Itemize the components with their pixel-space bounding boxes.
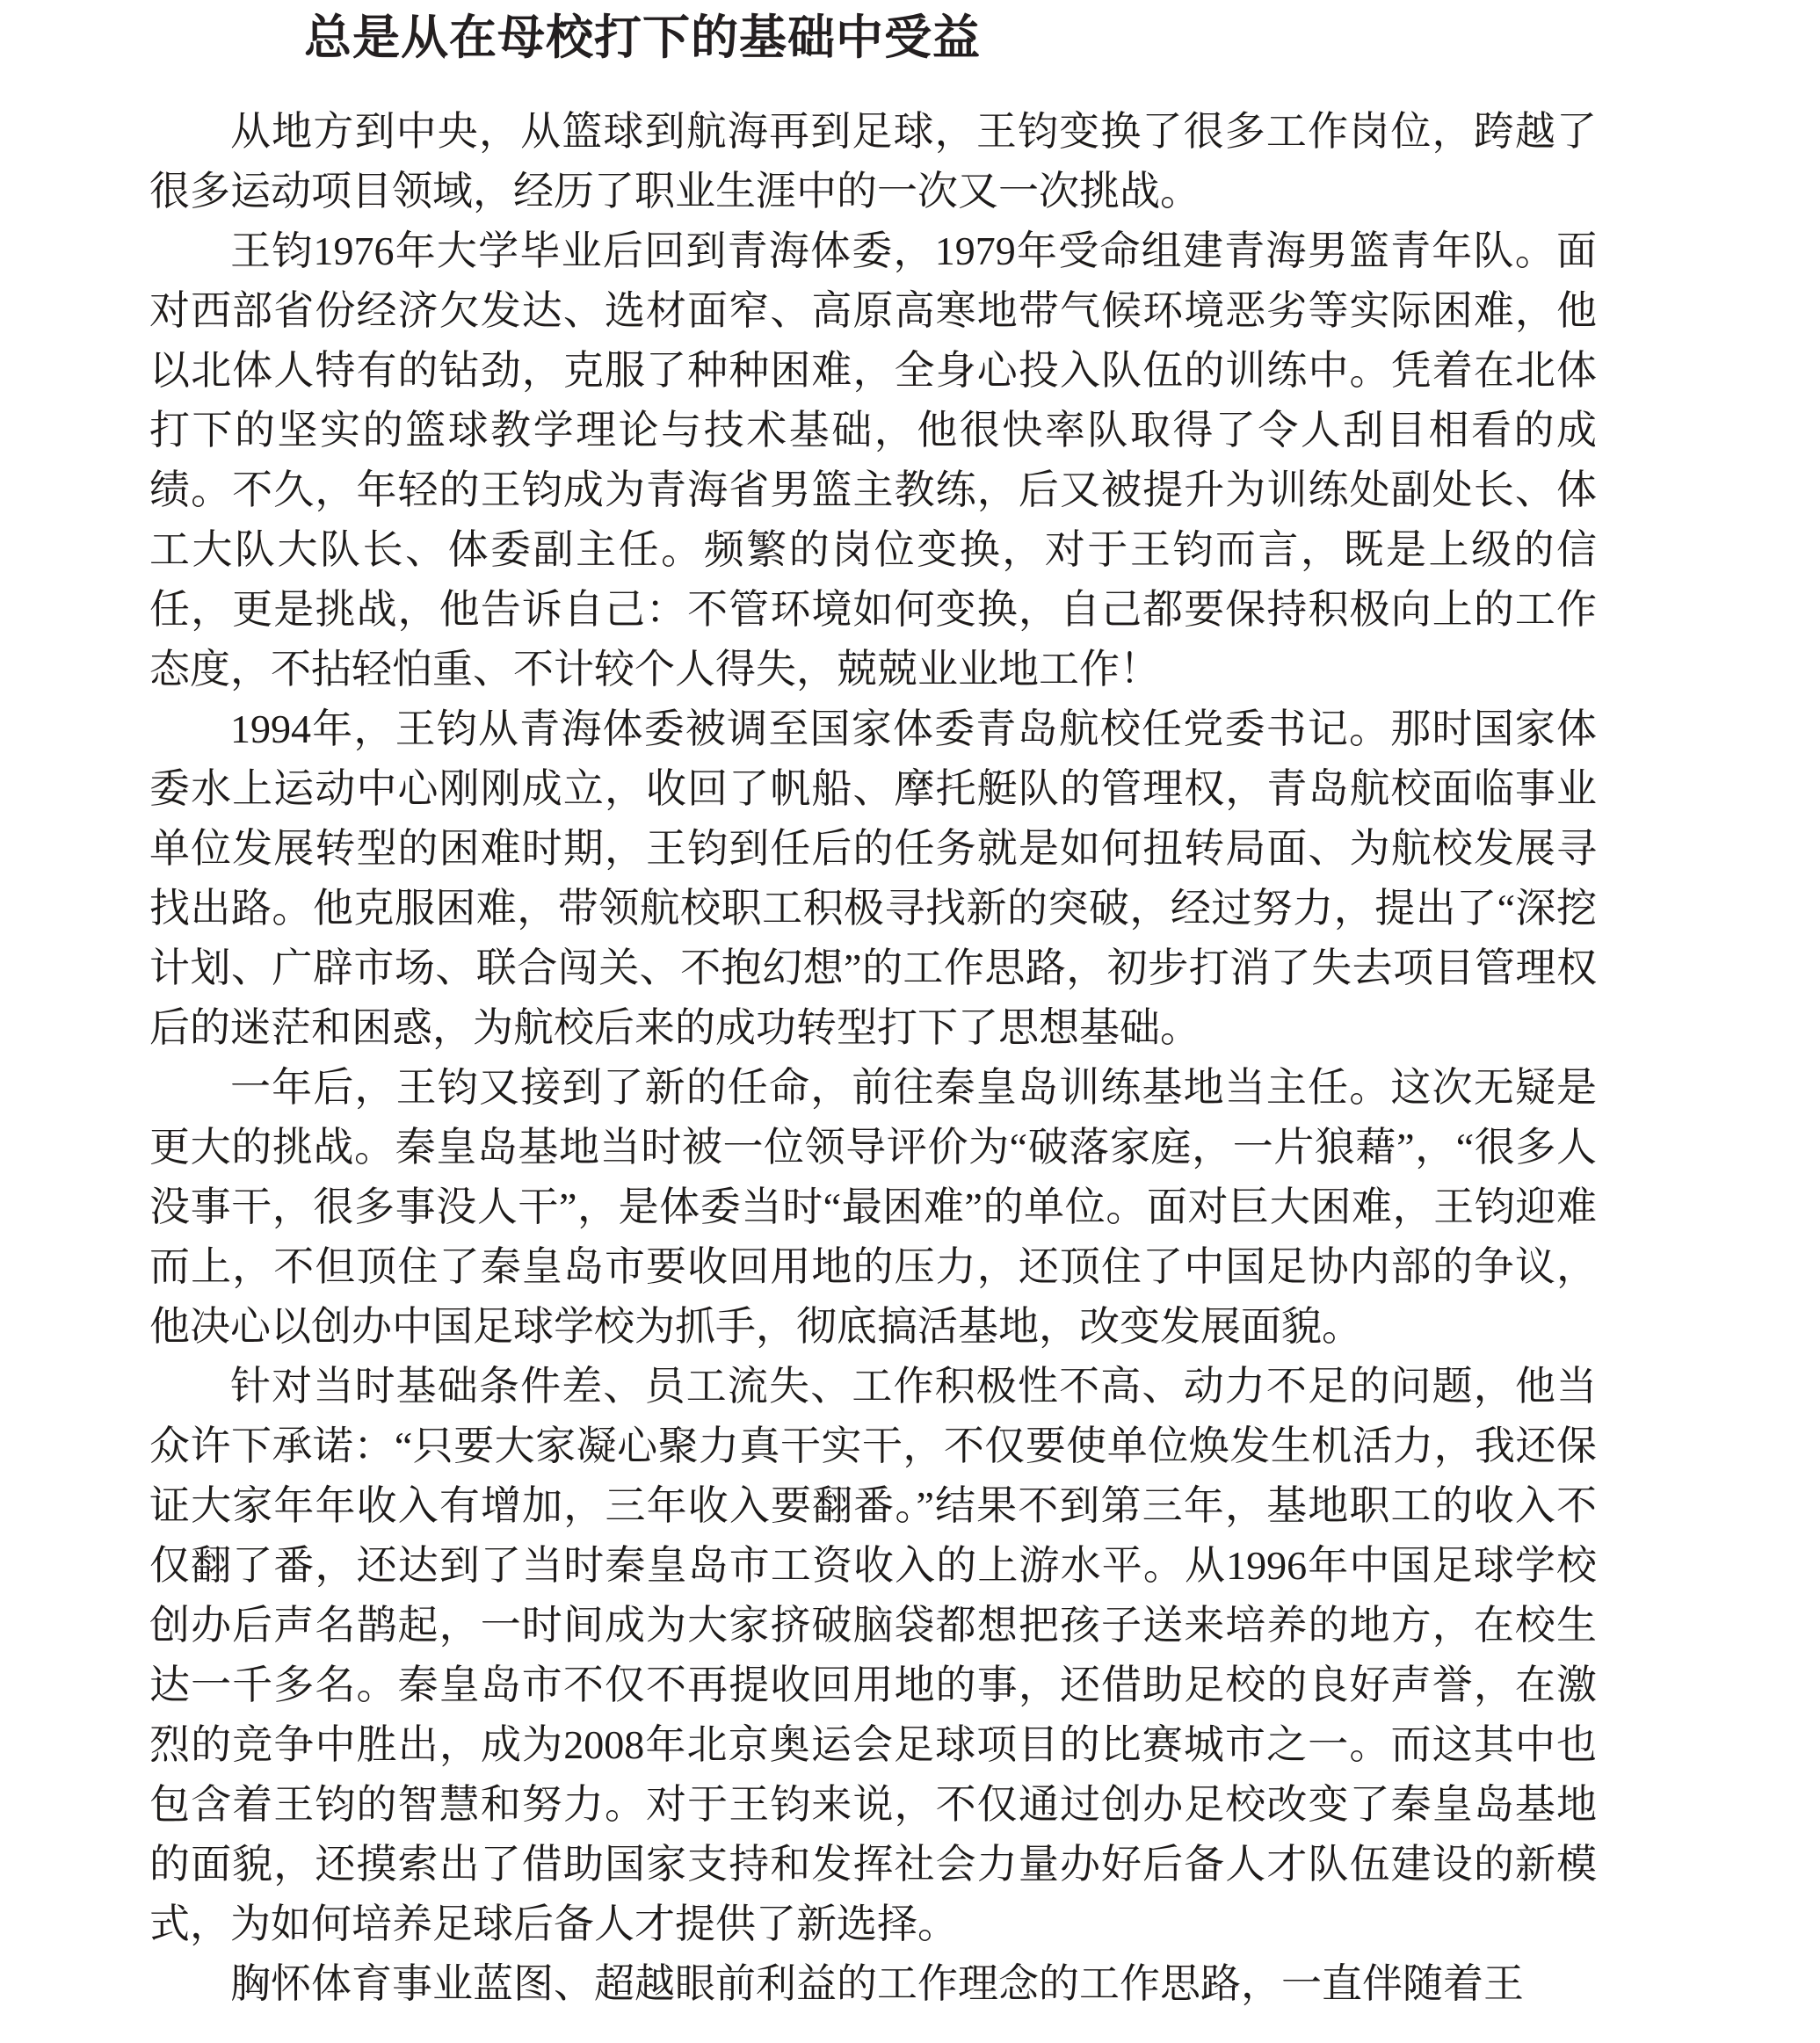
page-title: 总是从在母校打下的基础中受益 xyxy=(304,11,981,64)
paragraph-4: 一年后，王钧又接到了新的任命，前往秦皇岛训练基地当主任。这次无疑是更大的挑战。秦皇岛基地当时被一位领导评价为“破落家庭，一片狼藉”，“很多人没事干，很多事没人干”，是体委当时“最困难”的单位。面对巨大困难，王钧迎难而上，不但顶住了秦皇岛市要收回用地的压力，还顶住了中国足协内部的争议，他决心以创办中国足球学校为抓手，彻底搞活基地，改变发展面貌。 xyxy=(149,1065,1597,1349)
paragraph-3: 1994年，王钧从青海体委被调至国家体委青岛航校任党委书记。那时国家体委水上运动中心刚刚成立，收回了帆船、摩托艇队的管理权，青岛航校面临事业单位发展转型的困难时期，王钧到任后的任务就是如何扭转局面、为航校发展寻找出路。他克服困难，带领航校职工积极寻找新的突破，经过努力，提出了“深挖计划、广辟市场、联合闯关、不抱幻想”的工作思路，初步打消了失去项目管理权后的迷茫和困惑，为航校后来的成功转型打下了思想基础。 xyxy=(149,706,1597,1050)
document-body xyxy=(149,102,1597,2014)
paragraph-5: 针对当时基础条件差、员工流失、工作积极性不高、动力不足的问题，他当众许下承诺：“只要大家凝心聚力真干实干，不仅要使单位焕发生机活力，我还保证大家年年收入有增加，三年收入要翻番。”结果不到第三年，基地职工的收入不仅翻了番，还达到了当时秦皇岛市工资收入的上游水平。从1996年中国足球学校创办后声名鹊起，一时间成为大家挤破脑袋都想把孩子送来培养的地方，在校生达一千多名。秦皇岛市不仅不再提收回用地的事，还借助足校的良好声誉，在激烈的竞争中胜出，成为2008年北京奥运会足球项目的比赛城市之一。而这其中也包含着王钧的智慧和努力。对于王钧来说，不仅通过创办足校改变了秦皇岛基地的面貌，还摸索出了借助国家支持和发挥社会力量办好后备人才队伍建设的新模式，为如何培养足球后备人才提供了新选择。 xyxy=(149,1364,1597,1946)
paragraph-6: 胸怀体育事业蓝图、超越眼前利益的工作理念的工作思路，一直伴随着王 xyxy=(230,1961,1524,2006)
paragraph-2: 王钧1976年大学毕业后回到青海体委，1979年受命组建青海男篮青年队。面对西部省份经济欠发达、选材面窄、高原高寒地带气候环境恶劣等实际困难，他以北体人特有的钻劲，克服了种种困难，全身心投入队伍的训练中。凭着在北体打下的坚实的篮球教学理论与技术基础，他很快率队取得了令人刮目相看的成绩。不久，年轻的王钧成为青海省男篮主教练，后又被提升为训练处副处长、体工大队大队长、体委副主任。频繁的岗位变换，对于王钧而言，既是上级的信任，更是挑战，他告诉自己：不管环境如何变换，自己都要保持积极向上的工作态度，不拈轻怕重、不计较个人得失，兢兢业业地工作！ xyxy=(149,228,1597,692)
paragraph-1: 从地方到中央，从篮球到航海再到足球，王钧变换了很多工作岗位，跨越了很多运动项目领域，经历了职业生涯中的一次又一次挑战。 xyxy=(149,109,1597,214)
